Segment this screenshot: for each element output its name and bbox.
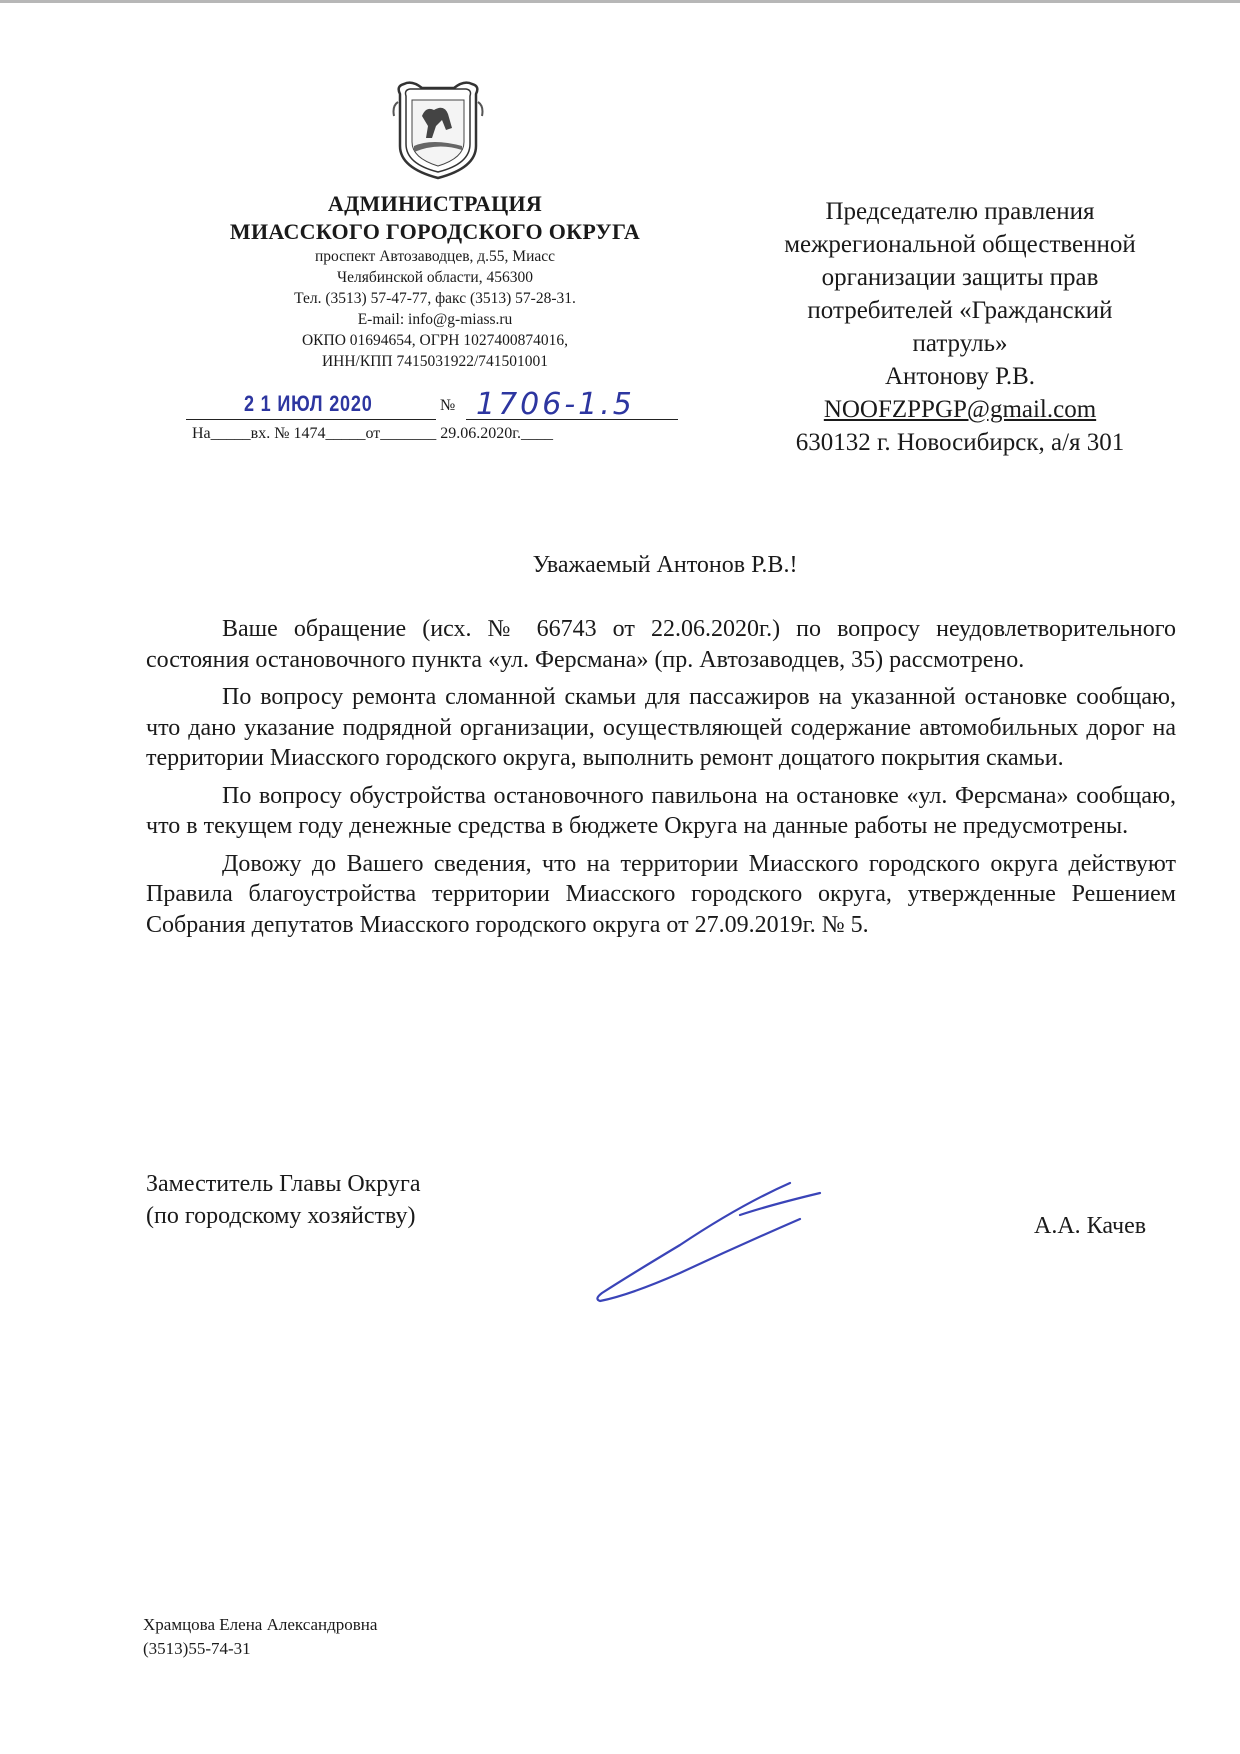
registration-number: 1706-1.5 <box>476 387 635 422</box>
org-email: E-mail: info@g-miass.ru <box>357 311 513 328</box>
org-phone-fax: Тел. (3513) 57-47-77, факс (3513) 57-28-31. <box>294 290 576 307</box>
coat-of-arms-emblem <box>392 76 484 181</box>
signer-position-line-2: (по городскому хозяйству) <box>146 1203 416 1229</box>
registration-number-field <box>466 387 678 422</box>
addressee-line-3: организации защиты прав <box>821 264 1099 291</box>
org-region: Челябинской области, 456300 <box>337 269 533 286</box>
registration-number-label: № <box>440 397 456 414</box>
body-paragraph: Довожу до Вашего сведения, что на территории Миасского городского округа действуют Правила благоустройства территории Миасского городского округа, утвержденные Решением Собрания депутатов Миасского городского округа от 27.09.2019г. № 5. <box>146 850 1176 938</box>
scan-top-edge <box>0 0 1240 3</box>
date-stamp: 2 1 ИЮЛ 2020 <box>244 391 373 416</box>
executor-block <box>143 1613 377 1661</box>
sender-letterhead <box>150 190 720 372</box>
body-paragraph: По вопросу обустройства остановочного павильона на остановке «ул. Ферсмана» сообщаю, что в текущем году денежные средства в бюджете Округа на данные работы не предусмотрены. <box>146 782 1176 839</box>
body-paragraph: По вопросу ремонта сломанной скамьи для пассажиров на указанной остановке сообщаю, что дано указание подрядной организации, осуществляющей содержание автомобильных дорог на территории Миасского городского округа, выполнить ремонт дощатого покрытия скамьи. <box>146 684 1176 771</box>
addressee-block <box>720 195 1200 459</box>
org-okpo-ogrn: ОКПО 01694654, ОГРН 1027400874016, <box>301 332 568 349</box>
signer-position <box>146 1168 421 1232</box>
executor-phone: (3513)55-74-31 <box>143 1639 251 1658</box>
addressee-name: Антонову Р.В. <box>884 363 1036 390</box>
signer-name: А.А. Качев <box>1034 1213 1147 1239</box>
addressee-line-2: межрегиональной общественной <box>784 231 1136 258</box>
incoming-reference-line: На_____вх. № 1474_____от_______ 29.06.2020г.____ <box>192 425 554 442</box>
org-title-line-1: АДМИНИСТРАЦИЯ <box>327 191 543 216</box>
signer-position-line-1: Заместитель Главы Округа <box>146 1171 421 1197</box>
org-inn-kpp: ИНН/КПП 7415031922/741501001 <box>321 353 549 370</box>
handwritten-signature <box>590 1175 830 1305</box>
body-paragraph: Ваше обращение (исх. № 66743 от 22.06.2020г.) по вопросу неудовлетворительного состояния остановочного пункта «ул. Ферсмана» (пр. Автозаводцев, 35) рассмотрено. <box>146 616 1176 673</box>
salutation: Уважаемый Антонов Р.В.! <box>532 552 798 578</box>
addressee-email-link[interactable]: NOOFZPPGP@gmail.com <box>823 396 1097 423</box>
addressee-line-5: патруль» <box>912 330 1008 357</box>
org-address: проспект Автозаводцев, д.55, Миасс <box>314 248 556 265</box>
executor-name: Храмцова Елена Александровна <box>143 1615 378 1634</box>
registration-date-field <box>186 391 436 420</box>
addressee-line-4: потребителей «Гражданский <box>807 297 1113 324</box>
addressee-line-1: Председателю правления <box>825 198 1095 225</box>
letter-body <box>146 614 1176 947</box>
addressee-postal-address: 630132 г. Новосибирск, а/я 301 <box>795 429 1125 456</box>
org-title-line-2: МИАССКОГО ГОРОДСКОГО ОКРУГА <box>229 219 641 244</box>
